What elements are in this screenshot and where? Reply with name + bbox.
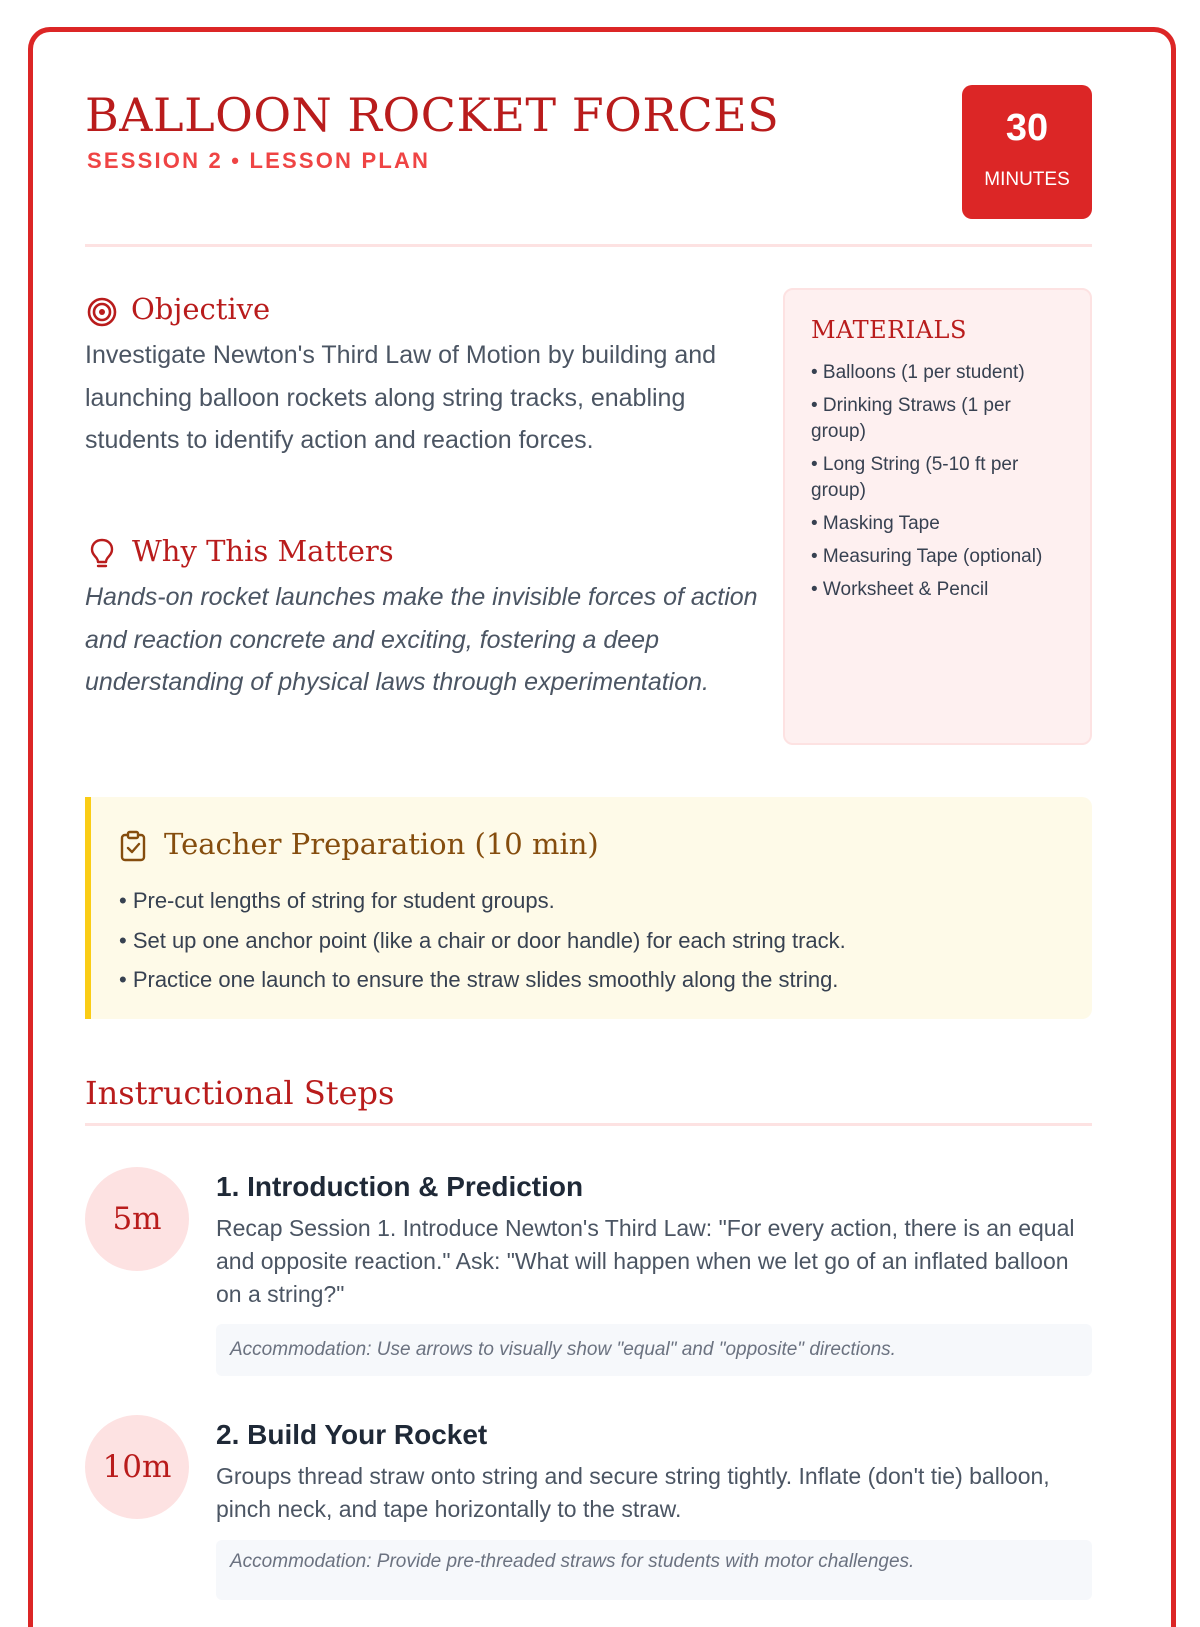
header-divider: [85, 244, 1092, 247]
step-time-badge: 10m: [85, 1415, 189, 1519]
step-description: Recap Session 1. Introduce Newton's Third Law: "For every action, there is an equal and opposite reaction." Ask: "What will happen when we let go of an inflated balloon on a string?": [216, 1215, 1075, 1307]
step-accommodation: Accommodation: Provide pre-threaded straws for students with motor challenges.: [216, 1540, 1092, 1600]
materials-panel: [783, 288, 1092, 745]
objective-heading: Objective: [131, 292, 271, 326]
materials-item: • Measuring Tape (optional): [811, 546, 1043, 567]
materials-item: • Drinking Straws (1 per group): [811, 395, 1011, 442]
target-icon: [86, 296, 118, 328]
why-heading: Why This Matters: [132, 534, 394, 568]
step-title: 2. Build Your Rocket: [216, 1419, 488, 1450]
materials-item: • Long String (5-10 ft per group): [811, 454, 1019, 501]
clipboard-check-icon: [119, 830, 147, 862]
prep-item: • Practice one launch to ensure the straw slides smoothly along the string.: [119, 967, 839, 992]
materials-list: [811, 360, 1061, 610]
teacher-prep-panel: [85, 797, 1092, 1019]
duration-badge: [962, 85, 1092, 219]
why-text: Hands-on rocket launches make the invisible forces of action and reaction concrete and exciting, fostering a deep understanding of physical laws through experimentation.: [85, 583, 758, 696]
steps-heading: Instructional Steps: [85, 1074, 395, 1112]
prep-item: • Pre-cut lengths of string for student groups.: [119, 888, 555, 913]
step-accommodation: Accommodation: Use arrows to visually show "equal" and "opposite" directions.: [216, 1324, 1092, 1376]
prep-list: [119, 881, 846, 1000]
duration-unit: MINUTES: [984, 169, 1070, 190]
prep-item: • Set up one anchor point (like a chair or door handle) for each string track.: [119, 927, 846, 953]
step-description: Groups thread straw onto string and secure string tightly. Inflate (don't tie) balloon, pinch neck, and tape horizontally to the straw.: [216, 1463, 1050, 1522]
step-title: 1. Introduction & Prediction: [216, 1171, 584, 1202]
step-time-badge: 5m: [85, 1167, 189, 1271]
duration-value: 30: [1005, 107, 1049, 149]
objective-text: Investigate Newton's Third Law of Motion by building and launching balloon rockets along string tracks, enabling students to identify action and reaction forces.: [85, 341, 717, 454]
prep-heading: Teacher Preparation (10 min): [164, 827, 599, 861]
materials-item: • Masking Tape: [811, 513, 940, 534]
steps-divider: [85, 1123, 1092, 1126]
materials-item: • Worksheet & Pencil: [811, 579, 989, 600]
materials-heading: MATERIALS: [811, 316, 967, 344]
lesson-subtitle: SESSION 2 • LESSON PLAN: [87, 148, 431, 173]
materials-item: • Balloons (1 per student): [811, 362, 1025, 383]
lightbulb-icon: [88, 537, 116, 571]
lesson-title: BALLOON ROCKET FORCES: [85, 88, 780, 142]
